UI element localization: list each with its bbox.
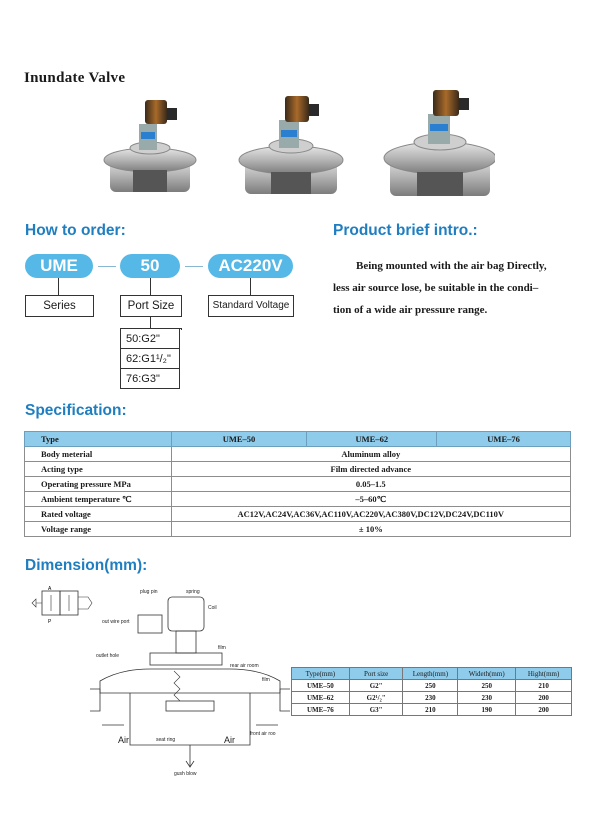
spec-row xyxy=(25,507,571,522)
spec-row-value: AC12V,AC24V,AC36V,AC110V,AC220V,AC380V,DC12V,DC24V,DC110V xyxy=(171,507,570,522)
valve-photo-ume-76 xyxy=(384,90,495,196)
label-air-right: Air xyxy=(224,735,235,745)
label-film-right: film xyxy=(262,677,270,683)
spec-row-value: 0.05–1.5 xyxy=(171,477,570,492)
port-option: 76:G3" xyxy=(120,369,180,389)
voltage-pill: AC220V xyxy=(208,254,293,278)
how-to-order-heading: How to order: xyxy=(25,222,126,239)
series-label: Series xyxy=(25,295,94,317)
label-film-top: film xyxy=(218,645,226,651)
dim-cell: 210 xyxy=(516,680,572,692)
port-size-label: Port Size xyxy=(120,295,182,317)
spec-header-model: UME–62 xyxy=(307,432,437,447)
dim-header-cell: Port size xyxy=(349,668,403,680)
label-air-left: Air xyxy=(118,735,129,745)
spec-row-value: Aluminum alloy xyxy=(171,447,570,462)
dim-cell: G2" xyxy=(349,680,403,692)
valve-photo-ume-62 xyxy=(239,96,343,194)
intro-line: Being mounted with the air bag Directly, xyxy=(356,260,547,272)
dim-cell: 250 xyxy=(458,680,516,692)
product-intro-heading: Product brief intro.: xyxy=(333,222,478,239)
label-front-air-room: front air roo xyxy=(250,731,276,737)
product-intro-text xyxy=(333,255,575,321)
dim-cell: 210 xyxy=(403,704,458,716)
order-dash xyxy=(185,266,203,267)
connector-line xyxy=(150,316,151,328)
dim-cell: UME–62 xyxy=(292,692,350,704)
dim-header-row xyxy=(292,668,572,680)
spec-row xyxy=(25,492,571,507)
label-out-wire-port: out wire port xyxy=(102,619,130,625)
dim-cell: G3" xyxy=(349,704,403,716)
specification-heading: Specification: xyxy=(25,402,127,419)
spec-row-label: Rated voltage xyxy=(25,507,172,522)
spec-header-label: Type xyxy=(25,432,172,447)
spec-row-value: ± 10% xyxy=(171,522,570,537)
dim-header-cell: Wideth(mm) xyxy=(458,668,516,680)
spec-header-model: UME–50 xyxy=(171,432,307,447)
spec-row-label: Voltage range xyxy=(25,522,172,537)
dim-cell: 230 xyxy=(403,692,458,704)
size-pill: 50 xyxy=(120,254,180,278)
spec-header-row xyxy=(25,432,571,447)
label-seat-ring: seat ring xyxy=(156,737,176,743)
dim-row xyxy=(292,692,572,704)
dim-cell: 190 xyxy=(458,704,516,716)
port-option: 62:G1¹/₂" xyxy=(120,349,180,369)
intro-line: tion of a wide air pressure range. xyxy=(333,304,488,316)
valve-product-photos xyxy=(95,88,495,206)
spec-row-label: Ambient temperature ℃ xyxy=(25,492,172,507)
order-dash xyxy=(98,266,116,267)
valve-photo-ume-50 xyxy=(104,100,196,192)
dimension-heading: Dimension(mm): xyxy=(25,557,148,574)
spec-row xyxy=(25,522,571,537)
dim-cell: G2¹/₂" xyxy=(349,692,403,704)
spec-row-value: –5–60℃ xyxy=(171,492,570,507)
connector-line xyxy=(250,278,251,295)
spec-row-label: Operating pressure MPa xyxy=(25,477,172,492)
page-title: Inundate Valve xyxy=(24,70,126,86)
spec-row xyxy=(25,477,571,492)
spec-row-label: Acting type xyxy=(25,462,172,477)
intro-line: less air source lose, be suitable in the condi– xyxy=(333,282,539,294)
specification-table xyxy=(24,431,571,537)
symbol-label-a: A xyxy=(48,586,52,592)
dim-cell: 200 xyxy=(516,704,572,716)
label-plug-pin: plug pin xyxy=(140,589,158,595)
spec-row-label: Body meterial xyxy=(25,447,172,462)
dim-header-cell: Length(mm) xyxy=(403,668,458,680)
standard-voltage-label: Standard Voltage xyxy=(208,295,294,317)
label-coil: Coil xyxy=(208,605,217,611)
connector-line xyxy=(58,278,59,295)
dimension-table xyxy=(291,667,572,716)
dim-row xyxy=(292,680,572,692)
dim-row xyxy=(292,704,572,716)
model-pill: UME xyxy=(25,254,93,278)
dim-cell: UME–76 xyxy=(292,704,350,716)
dim-header-cell: Type(mm) xyxy=(292,668,350,680)
label-outlet-hole: outlet hole xyxy=(96,653,120,659)
valve-cross-section-drawing xyxy=(90,585,290,780)
dim-cell: 230 xyxy=(458,692,516,704)
spec-row xyxy=(25,447,571,462)
port-option: 50:G2" xyxy=(120,329,180,349)
spec-header-model: UME–76 xyxy=(437,432,571,447)
dim-cell: 250 xyxy=(403,680,458,692)
label-rear-air-room: rear air room xyxy=(230,663,259,669)
label-spring: spring xyxy=(186,589,200,595)
spec-row xyxy=(25,462,571,477)
dim-cell: 200 xyxy=(516,692,572,704)
label-gush-blow: gush blow xyxy=(174,771,197,777)
dim-header-cell: Hight(mm) xyxy=(516,668,572,680)
connector-line xyxy=(150,278,151,295)
dim-cell: UME–50 xyxy=(292,680,350,692)
symbol-label-p: P xyxy=(48,619,52,625)
spec-row-value: Film directed advance xyxy=(171,462,570,477)
